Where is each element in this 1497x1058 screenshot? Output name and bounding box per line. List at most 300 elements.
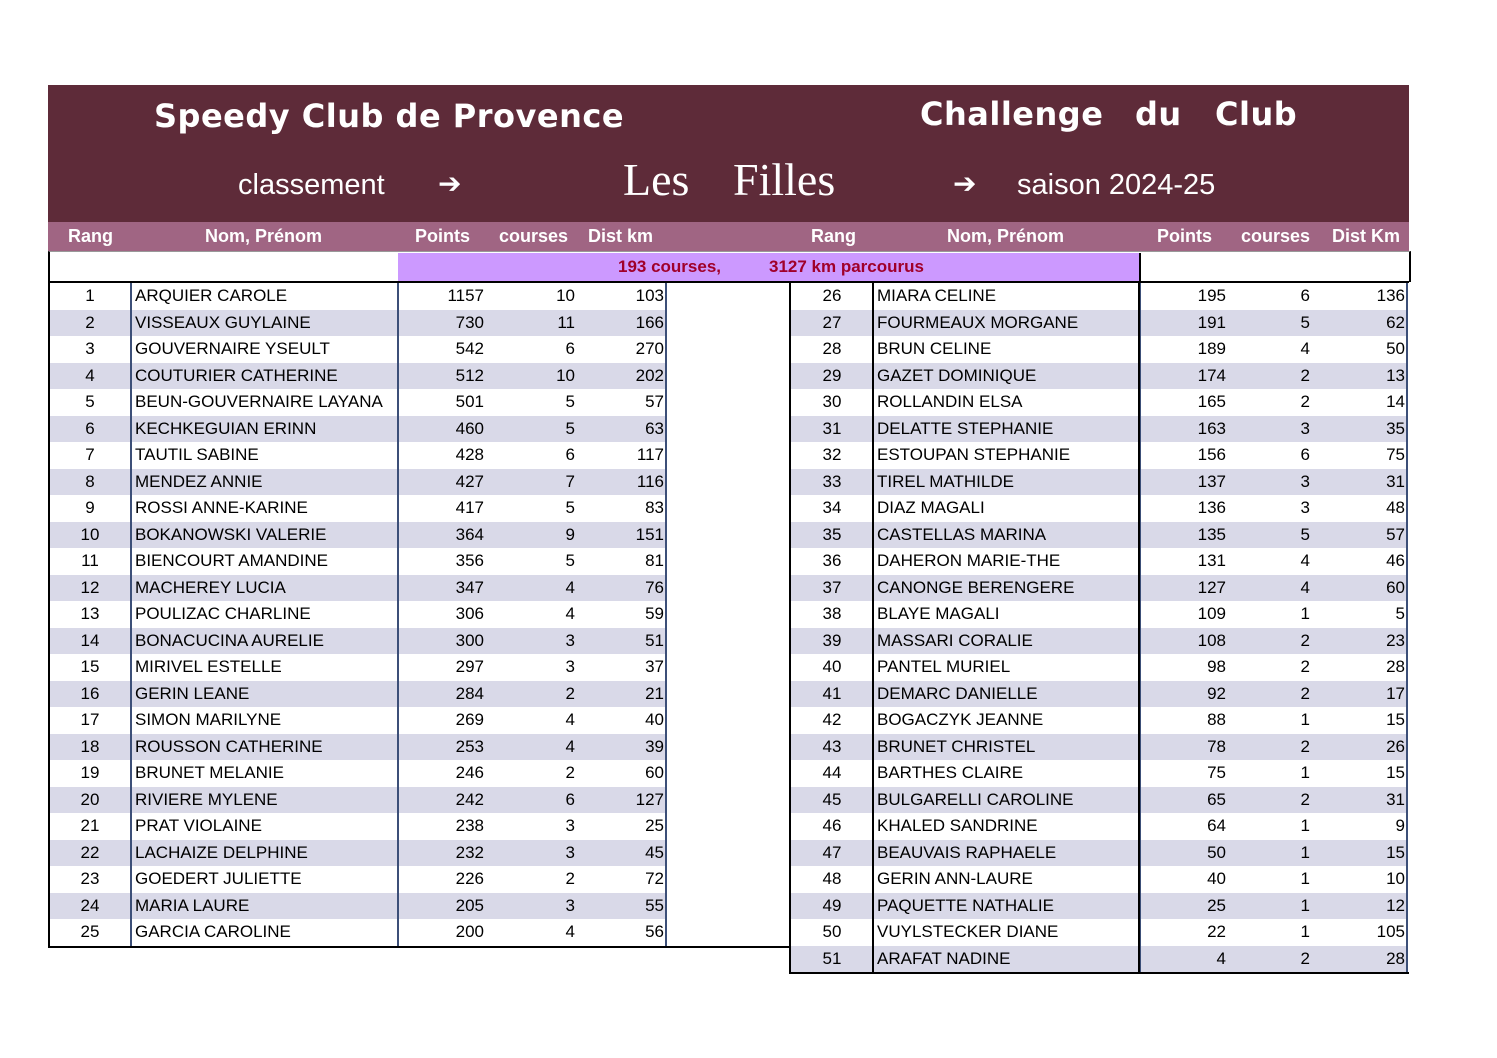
points-cell: 22 [1207,922,1226,941]
courses-cell: 9 [565,524,575,544]
table-row [790,840,1408,867]
name-cell: VISSEAUX GUYLAINE [135,312,311,332]
courses-cell: 3 [565,895,575,915]
courses-cell: 2 [565,869,575,888]
rank-cell: 11 [81,551,99,570]
name-cell: BULGARELLI CAROLINE [877,789,1074,809]
dist-cell: 72 [645,869,664,888]
name-cell: BOGACZYK JEANNE [877,710,1044,729]
name-cell: VUYLSTECKER DIANE [877,922,1059,941]
name-cell: ARQUIER CAROLE [135,286,288,305]
rank-cell: 49 [822,895,842,915]
rank-cell: 3 [85,339,95,358]
courses-cell: 5 [565,498,575,517]
table-row [48,813,666,840]
dist-cell: 76 [645,577,664,597]
rank-cell: 39 [822,630,842,650]
rank-cell: 26 [822,286,842,305]
rank-cell: 36 [822,551,842,570]
name-cell: MARIA LAURE [135,895,250,915]
name-cell: DIAZ MAGALI [877,498,985,517]
courses-cell: 2 [565,763,575,782]
dist-cell: 60 [645,763,664,782]
dist-cell: 5 [1395,604,1405,623]
points-cell: 109 [1197,604,1226,623]
rank-cell: 44 [822,763,842,782]
dist-cell: 48 [1386,498,1405,517]
title-banner [48,85,1409,222]
dist-cell: 28 [1386,657,1405,676]
table-row [48,628,666,655]
points-cell: 40 [1207,869,1226,888]
season-label: saison 2024-25 [1017,169,1216,201]
rank-cell: 27 [822,312,842,332]
right-black-sep-name [872,283,874,972]
col-points-left: Points [415,226,471,246]
rank-cell: 10 [80,524,100,544]
dist-cell: 14 [1386,392,1405,411]
column-divider [665,283,667,946]
dist-cell: 59 [645,604,664,623]
dist-cell: 45 [645,842,664,862]
dist-cell: 46 [1386,551,1405,570]
dist-cell: 117 [636,445,664,464]
name-cell: CASTELLAS MARINA [877,524,1047,544]
arrow-right-icon: ➔ [438,167,462,200]
dist-cell: 37 [645,657,664,676]
courses-cell: 5 [565,551,575,570]
table-row [48,442,666,469]
courses-cell: 2 [565,683,575,703]
dist-cell: 15 [1386,710,1405,729]
dist-cell: 57 [645,392,664,411]
rank-cell: 50 [822,922,842,941]
dist-cell: 105 [1376,922,1405,941]
courses-cell: 6 [565,339,575,358]
table-row [48,548,666,575]
table-row [790,734,1408,761]
dist-cell: 63 [645,418,664,438]
rank-cell: 47 [822,842,842,862]
dist-cell: 56 [645,922,664,941]
courses-cell: 1 [1300,763,1310,782]
points-cell: 78 [1207,736,1226,756]
challenge-word-1: Challenge [920,95,1104,133]
courses-cell: 3 [565,630,575,650]
courses-cell: 1 [1300,710,1310,729]
name-cell: DELATTE STEPHANIE [877,418,1054,438]
points-cell: 284 [455,683,484,703]
name-cell: DEMARC DANIELLE [877,683,1038,703]
table-row [790,919,1408,946]
points-cell: 427 [455,471,484,491]
points-cell: 356 [455,551,484,570]
points-cell: 226 [455,869,484,888]
points-cell: 25 [1207,895,1226,915]
name-cell: GERIN LEANE [135,683,250,703]
dist-cell: 81 [645,551,664,570]
dist-cell: 23 [1386,630,1405,650]
table-row [790,363,1408,390]
courses-cell: 1 [1300,895,1310,915]
dist-cell: 13 [1386,365,1405,385]
points-cell: 512 [455,365,484,385]
name-cell: PAQUETTE NATHALIE [877,895,1054,915]
table-row [790,654,1408,681]
title-word-2: Filles [733,154,836,205]
table-row [790,575,1408,602]
dist-cell: 10 [1386,869,1405,888]
points-cell: 1157 [447,286,484,305]
table-row [790,813,1408,840]
rank-cell: 21 [80,816,100,835]
dist-cell: 151 [635,524,664,544]
rank-cell: 25 [80,922,100,941]
courses-cell: 4 [565,922,575,941]
courses-cell: 1 [1300,816,1310,835]
points-cell: 50 [1207,842,1226,862]
points-cell: 137 [1197,471,1226,491]
rank-cell: 40 [822,657,842,676]
rank-cell: 46 [822,816,842,835]
table-row [790,283,1408,310]
points-cell: 135 [1197,524,1226,544]
courses-cell: 3 [1300,498,1310,517]
table-row [790,469,1408,496]
courses-cell: 3 [565,816,575,835]
dist-cell: 26 [1386,736,1405,756]
rank-cell: 7 [85,445,95,464]
points-cell: 501 [455,392,484,411]
table-row [48,469,666,496]
table-row [790,601,1408,628]
points-cell: 242 [455,789,484,809]
summary-banner [398,253,1139,282]
summary-divider [1139,253,1141,282]
dist-cell: 57 [1386,524,1405,544]
points-cell: 189 [1197,339,1226,358]
courses-cell: 4 [565,710,575,729]
table-row [48,866,666,893]
rank-cell: 14 [80,630,100,650]
name-cell: GOEDERT JULIETTE [135,869,302,888]
points-cell: 191 [1197,312,1226,332]
name-cell: DAHERON MARIE-THE [877,551,1061,570]
table-row [48,310,666,337]
name-cell: ROLLANDIN ELSA [877,392,1023,411]
points-cell: 127 [1197,577,1226,597]
courses-cell: 6 [1300,286,1310,305]
rank-cell: 51 [822,948,842,968]
table-row [790,442,1408,469]
name-cell: BIENCOURT AMANDINE [135,551,329,570]
points-cell: 195 [1197,286,1226,305]
courses-cell: 2 [1300,683,1310,703]
table-row [790,495,1408,522]
courses-cell: 4 [565,604,575,623]
name-cell: GARCIA CAROLINE [135,922,291,941]
col-rank-right: Rang [811,226,856,246]
name-cell: ESTOUPAN STEPHANIE [877,445,1071,464]
summary-km: 3127 km parcourus [769,257,924,276]
table-row [790,893,1408,920]
courses-cell: 2 [1300,657,1310,676]
dist-cell: 31 [1386,789,1405,809]
name-cell: GOUVERNAIRE YSEULT [135,339,330,358]
rank-cell: 32 [822,445,842,464]
points-cell: 364 [455,524,484,544]
rank-cell: 29 [822,365,842,385]
dist-cell: 60 [1386,577,1405,597]
right-bottom [789,972,1409,974]
table-row [48,336,666,363]
courses-cell: 3 [565,842,575,862]
col-name-right: Nom, Prénom [947,226,1065,246]
courses-cell: 5 [565,418,575,438]
rank-cell: 38 [822,604,842,623]
dist-cell: 9 [1395,816,1405,835]
rank-cell: 9 [85,498,95,517]
dist-cell: 103 [635,286,664,305]
rank-cell: 12 [80,577,100,597]
rank-cell: 23 [80,869,100,888]
table-row [48,919,666,946]
column-divider [1406,283,1408,972]
courses-cell: 5 [1300,524,1310,544]
table-row [48,681,666,708]
table-row [48,416,666,443]
table-row [48,495,666,522]
rank-cell: 17 [80,710,100,729]
table-row [48,522,666,549]
points-cell: 98 [1207,657,1226,676]
points-cell: 297 [455,657,484,676]
courses-cell: 1 [1300,869,1310,888]
club-name: Speedy Club de Provence [154,97,625,135]
dist-cell: 15 [1386,842,1405,862]
points-cell: 238 [455,816,484,835]
table-row [790,522,1408,549]
name-cell: BRUNET MELANIE [135,763,284,782]
points-cell: 269 [455,710,484,729]
rank-cell: 19 [80,763,100,782]
column-divider [130,283,132,946]
dist-cell: 127 [635,789,664,809]
table-row [790,336,1408,363]
rank-cell: 8 [85,471,95,491]
table-row [790,707,1408,734]
courses-cell: 2 [1300,948,1310,968]
name-cell: BARTHES CLAIRE [877,763,1024,782]
points-cell: 417 [455,498,484,517]
name-cell: POULIZAC CHARLINE [135,604,311,623]
name-cell: MIARA CELINE [877,286,997,305]
courses-cell: 1 [1300,842,1310,862]
courses-cell: 3 [1300,418,1310,438]
points-cell: 205 [455,895,484,915]
rank-cell: 28 [822,339,842,358]
name-cell: PRAT VIOLAINE [135,816,262,835]
points-cell: 65 [1207,789,1226,809]
courses-cell: 4 [1300,577,1310,597]
table-row [48,707,666,734]
points-cell: 253 [455,736,484,756]
dist-cell: 50 [1386,339,1405,358]
rank-cell: 18 [80,736,100,756]
name-cell: COUTURIER CATHERINE [135,365,338,385]
table-row [790,548,1408,575]
summary-courses: 193 courses, [618,257,722,276]
name-cell: ARAFAT NADINE [877,948,1011,968]
rank-cell: 35 [822,524,842,544]
rank-cell: 48 [822,869,842,888]
rank-cell: 42 [822,710,842,729]
rank-cell: 4 [85,365,95,385]
dist-cell: 39 [645,736,664,756]
table-row [48,363,666,390]
dist-cell: 55 [645,895,664,915]
courses-cell: 3 [565,657,575,676]
right-black-sep-points [1138,283,1140,972]
courses-cell: 4 [1300,551,1310,570]
rank-cell: 16 [80,683,100,703]
rank-cell: 5 [85,392,95,411]
column-divider [397,283,399,946]
name-cell: BEUN-GOUVERNAIRE LAYANA [135,392,383,411]
points-cell: 460 [455,418,484,438]
dist-cell: 62 [1386,312,1405,332]
name-cell: KHALED SANDRINE [877,816,1038,835]
table-row [790,389,1408,416]
courses-cell: 11 [557,312,575,332]
rank-cell: 1 [85,286,95,305]
challenge-word-3: Club [1215,95,1298,133]
name-cell: MIRIVEL ESTELLE [135,657,282,676]
arrow-right-icon: ➔ [953,167,977,200]
name-cell: PANTEL MURIEL [877,657,1011,676]
col-name-left: Nom, Prénom [205,226,323,246]
courses-cell: 2 [1300,789,1310,809]
rank-cell: 45 [822,789,842,809]
left-bottom [48,946,790,948]
points-cell: 92 [1207,683,1226,703]
name-cell: ROSSI ANNE-KARINE [135,498,308,517]
rank-cell: 30 [822,392,842,411]
dist-cell: 31 [1386,471,1405,491]
name-cell: TAUTIL SABINE [135,445,259,464]
rank-cell: 41 [822,683,842,703]
dist-cell: 270 [635,339,664,358]
table-row [790,787,1408,814]
points-cell: 131 [1197,551,1226,570]
table-row [790,866,1408,893]
table-row [48,840,666,867]
dist-cell: 116 [636,471,664,491]
dist-cell: 25 [645,816,664,835]
courses-cell: 4 [565,736,575,756]
table-row [790,760,1408,787]
table-row [48,575,666,602]
dist-cell: 83 [645,498,664,517]
points-cell: 174 [1197,365,1226,385]
courses-cell: 2 [1300,630,1310,650]
dist-cell: 75 [1386,445,1405,464]
points-cell: 300 [455,630,484,650]
points-cell: 428 [455,445,484,464]
points-cell: 156 [1197,445,1226,464]
table-row [790,628,1408,655]
rank-cell: 34 [822,498,842,517]
dist-cell: 12 [1386,895,1405,915]
points-cell: 232 [455,842,484,862]
dist-cell: 166 [635,312,664,332]
name-cell: KECHKEGUIAN ERINN [135,418,317,438]
courses-cell: 7 [565,471,575,491]
name-cell: BRUN CELINE [877,339,992,358]
points-cell: 75 [1207,763,1226,782]
courses-cell: 5 [1300,312,1310,332]
points-cell: 200 [455,922,484,941]
rank-cell: 13 [80,604,100,623]
rank-cell: 20 [80,789,100,809]
rank-cell: 2 [85,312,95,332]
challenge-word-2: du [1135,95,1182,133]
name-cell: MACHEREY LUCIA [135,577,286,597]
name-cell: ROUSSON CATHERINE [135,736,323,756]
courses-cell: 10 [556,286,575,305]
rank-cell: 43 [822,736,842,756]
courses-cell: 2 [1300,392,1310,411]
dist-cell: 28 [1386,948,1405,968]
rank-cell: 31 [822,418,842,438]
name-cell: FOURMEAUX MORGANE [877,312,1079,332]
dist-cell: 51 [645,630,664,650]
courses-cell: 6 [565,789,575,809]
dist-cell: 40 [645,710,664,729]
col-courses-left: courses [499,226,569,246]
name-cell: BLAYE MAGALI [877,604,1000,623]
rank-cell: 37 [822,577,842,597]
rank-cell: 33 [822,471,842,491]
rank-cell: 22 [80,842,100,862]
points-cell: 347 [455,577,484,597]
courses-cell: 6 [565,445,575,464]
rank-cell: 24 [80,895,100,915]
name-cell: BRUNET CHRISTEL [877,736,1036,756]
points-cell: 306 [455,604,484,623]
courses-cell: 4 [1300,339,1310,358]
points-cell: 108 [1197,630,1226,650]
rank-cell: 6 [85,418,95,438]
col-courses-right: courses [1241,226,1311,246]
name-cell: BEAUVAIS RAPHAELE [877,842,1057,862]
dist-cell: 35 [1386,418,1405,438]
column-header-bar [48,222,1409,251]
name-cell: BONACUCINA AURELIE [135,630,324,650]
points-cell: 542 [455,339,484,358]
table-row [48,760,666,787]
table-row [48,734,666,761]
points-cell: 136 [1197,498,1226,517]
dist-cell: 202 [635,365,664,385]
points-cell: 246 [455,763,484,782]
dist-cell: 136 [1376,286,1405,305]
points-cell: 163 [1197,418,1226,438]
courses-cell: 1 [1300,922,1310,941]
points-cell: 64 [1207,816,1226,835]
left-border [48,283,50,946]
table-row [790,681,1408,708]
